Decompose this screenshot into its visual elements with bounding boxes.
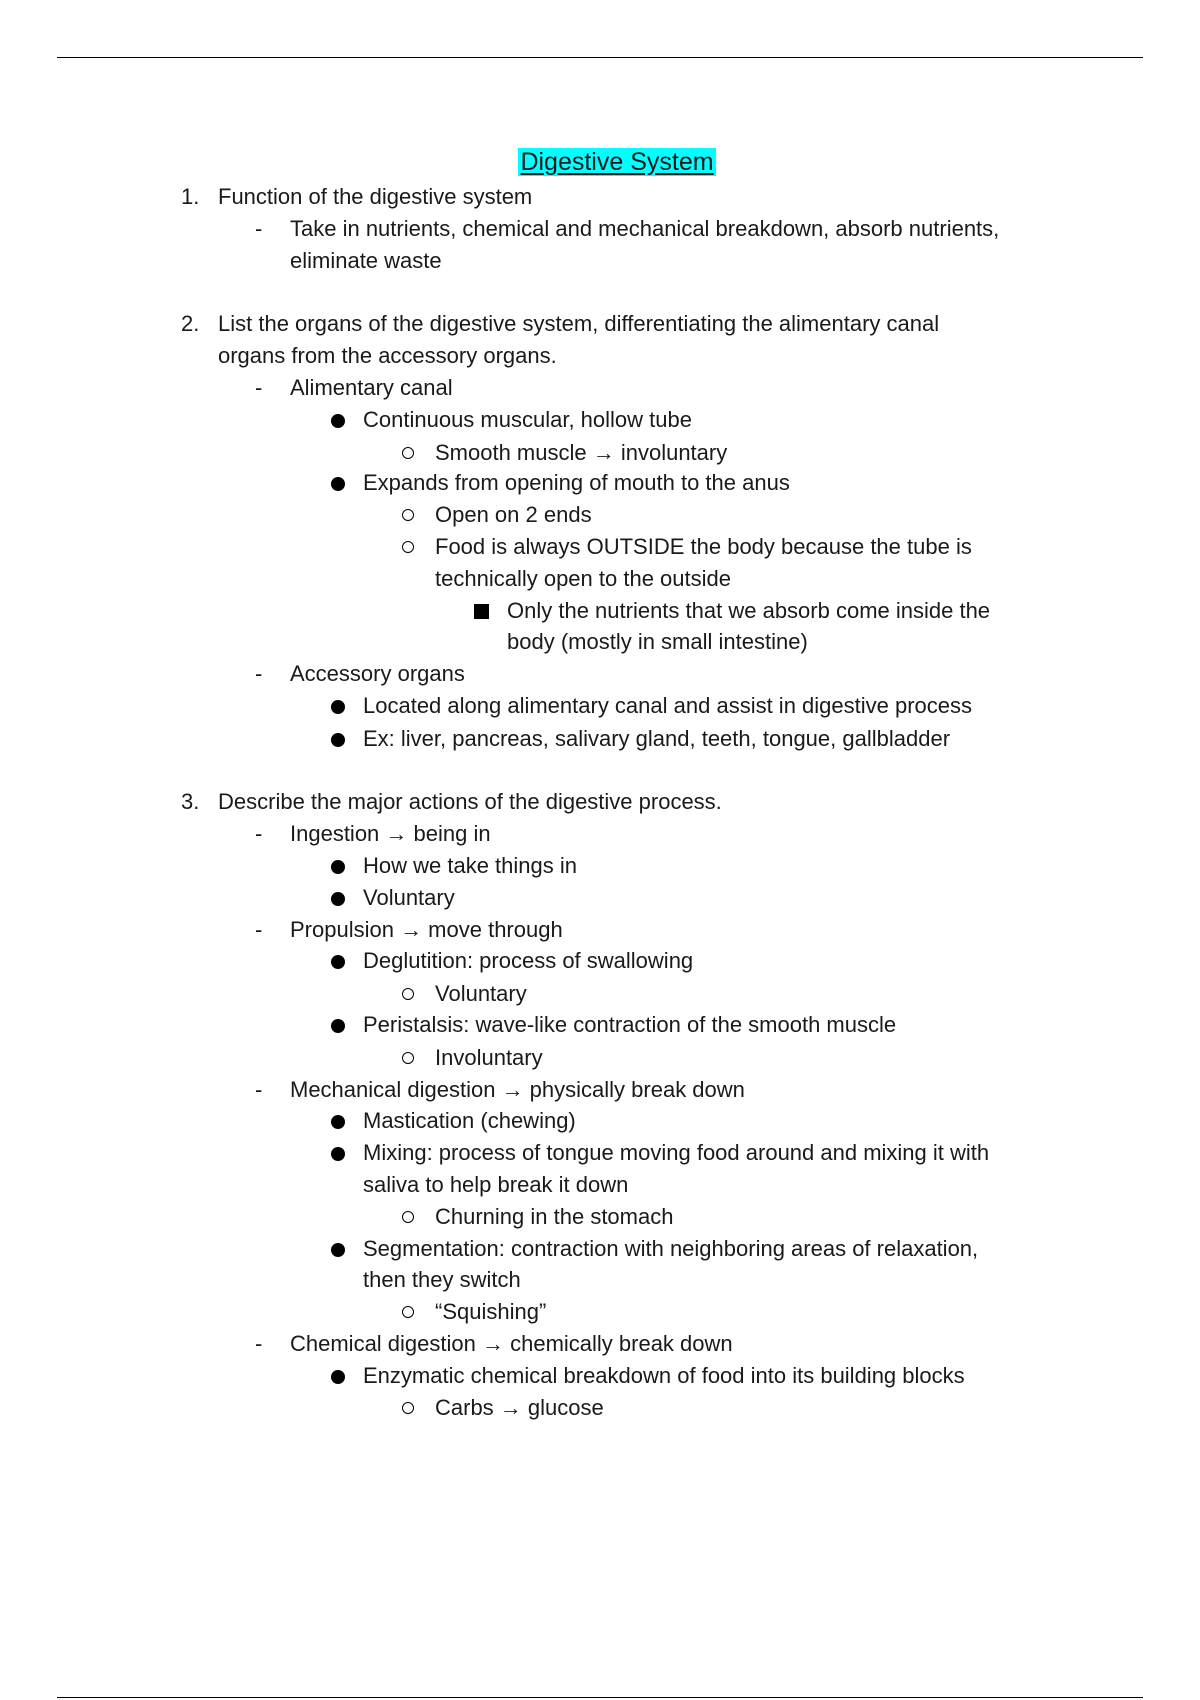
accessory-organs-label: Accessory organs [290, 661, 465, 686]
list-item: Involuntary [435, 1045, 543, 1070]
section-2-number: 2. [181, 311, 200, 336]
list-item: Voluntary [435, 981, 527, 1006]
dash-bullet: - [255, 216, 263, 241]
filled-bullet-icon [331, 1243, 345, 1257]
section-2-heading-line1: List the organs of the digestive system, differentiating the alimentary canal [218, 311, 940, 336]
list-item: Smooth muscle → involuntary [435, 440, 728, 465]
list-item: Deglutition: process of swallowing [363, 948, 694, 973]
page-title-text: Digestive System [520, 148, 714, 176]
filled-bullet-icon [331, 477, 345, 491]
list-item: Ex: liver, pancreas, salivary gland, teeth, tongue, gallbladder [363, 726, 951, 751]
dash-bullet: - [255, 1331, 263, 1356]
list-item-continuation: body (mostly in small intestine) [507, 629, 808, 654]
filled-bullet-icon [331, 892, 345, 906]
list-item-continuation: saliva to help break it down [363, 1172, 629, 1197]
dash-bullet: - [255, 375, 263, 400]
list-item: Mastication (chewing) [363, 1108, 576, 1133]
dash-bullet: - [255, 821, 263, 846]
section-3-heading: Describe the major actions of the digestive process. [218, 789, 722, 814]
hollow-bullet-icon [402, 509, 414, 521]
list-item: Peristalsis: wave-like contraction of the smooth muscle [363, 1012, 897, 1037]
dash-bullet: - [255, 1077, 263, 1102]
filled-bullet-icon [331, 700, 345, 714]
hollow-bullet-icon [402, 1306, 414, 1318]
list-item-continuation: technically open to the outside [435, 566, 731, 591]
filled-bullet-icon [331, 1370, 345, 1384]
propulsion-label: Propulsion → move through [290, 917, 563, 942]
hollow-bullet-icon [402, 1211, 414, 1223]
list-item: Only the nutrients that we absorb come inside the [507, 598, 991, 623]
filled-bullet-icon [331, 1115, 345, 1129]
function-text-line2: eliminate waste [290, 248, 442, 273]
list-item: Churning in the stomach [435, 1204, 674, 1229]
hollow-bullet-icon [402, 1052, 414, 1064]
page-top-rule [57, 57, 1143, 58]
list-item: Open on 2 ends [435, 502, 592, 527]
list-item: Carbs → glucose [435, 1395, 604, 1420]
list-item: Continuous muscular, hollow tube [363, 407, 692, 432]
chemical-digestion-label: Chemical digestion → chemically break down [290, 1331, 733, 1356]
hollow-bullet-icon [402, 541, 414, 553]
dash-bullet: - [255, 661, 263, 686]
hollow-bullet-icon [402, 1402, 414, 1414]
filled-bullet-icon [331, 860, 345, 874]
filled-bullet-icon [331, 955, 345, 969]
list-item: Located along alimentary canal and assist in digestive process [363, 693, 973, 718]
filled-bullet-icon [331, 733, 345, 747]
filled-bullet-icon [331, 414, 345, 428]
page-title [0, 146, 1200, 178]
section-3-number: 3. [181, 789, 200, 814]
hollow-bullet-icon [402, 988, 414, 1000]
list-item: Food is always OUTSIDE the body because the tube is [435, 534, 972, 559]
list-item: Enzymatic chemical breakdown of food into its building blocks [363, 1363, 965, 1388]
list-item: “Squishing” [435, 1299, 547, 1324]
list-item: Segmentation: contraction with neighboring areas of relaxation, [363, 1236, 979, 1261]
list-item: How we take things in [363, 853, 577, 878]
list-item: Mixing: process of tongue moving food around and mixing it with [363, 1140, 990, 1165]
list-item: Voluntary [363, 885, 455, 910]
filled-bullet-icon [331, 1147, 345, 1161]
list-item-continuation: then they switch [363, 1267, 521, 1292]
section-1-heading: Function of the digestive system [218, 184, 533, 209]
filled-bullet-icon [331, 1019, 345, 1033]
ingestion-label: Ingestion → being in [290, 821, 491, 846]
dash-bullet: - [255, 917, 263, 942]
section-2-heading-line2: organs from the accessory organs. [218, 343, 557, 368]
hollow-bullet-icon [402, 447, 414, 459]
square-bullet-icon [474, 604, 489, 619]
page-bottom-rule [57, 1697, 1143, 1698]
alimentary-canal-label: Alimentary canal [290, 375, 453, 400]
function-text-line1: Take in nutrients, chemical and mechanical breakdown, absorb nutrients, [290, 216, 1000, 241]
section-1-number: 1. [181, 184, 200, 209]
list-item: Expands from opening of mouth to the anus [363, 470, 790, 495]
mechanical-digestion-label: Mechanical digestion → physically break down [290, 1077, 745, 1102]
